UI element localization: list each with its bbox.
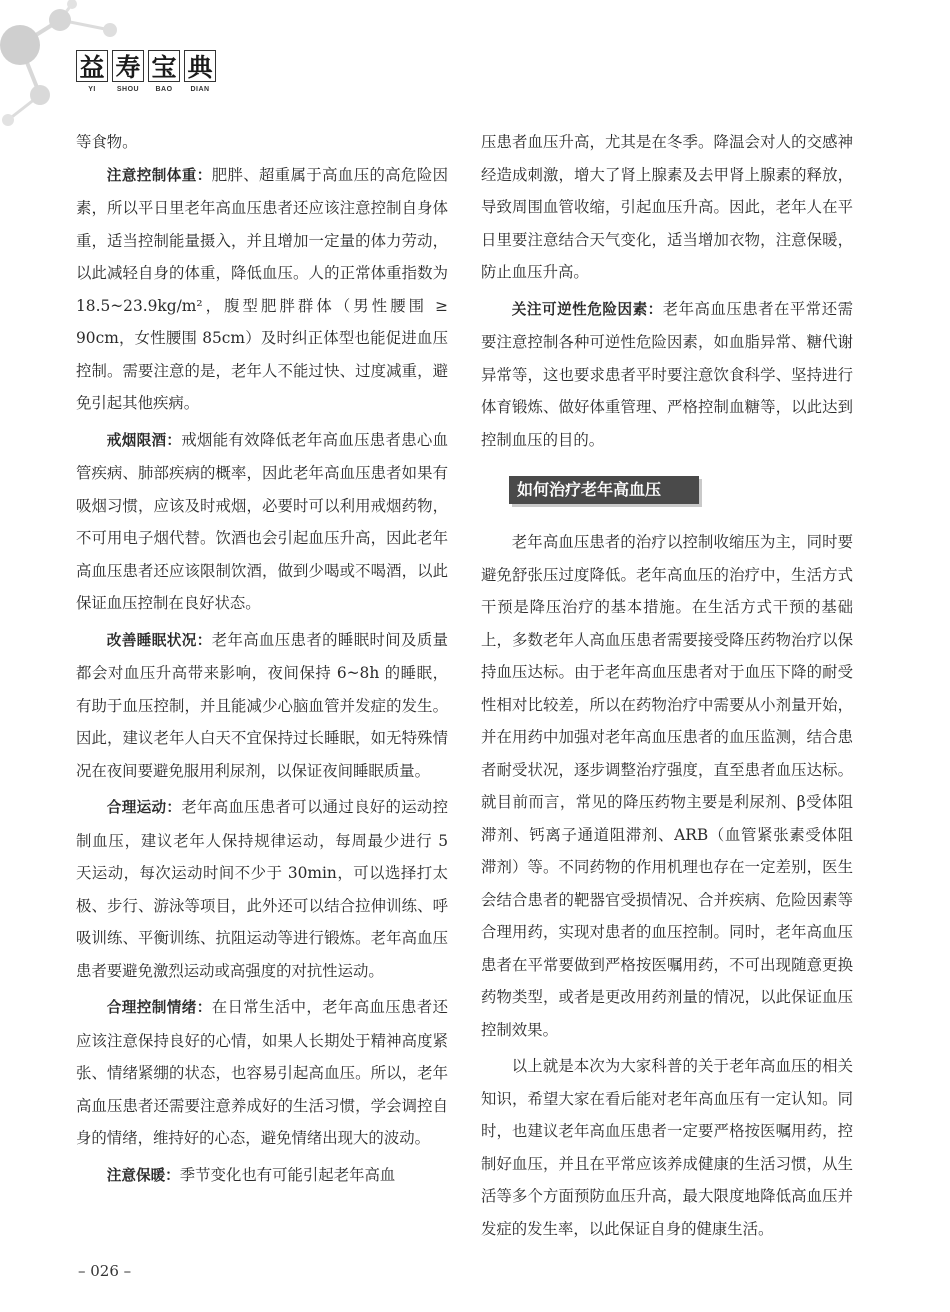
paragraph-lead: 关注可逆性危险因素： [511,300,663,318]
paragraph-text: 肥胖、超重属于高血压的高危险因素，所以平日里老年高血压患者还应该注意控制自身体重，适当控制能量摄入，并且增加一定量的体力劳动，以此减轻自身的体重，降低血压。人的正常体重指数为 18.5~23.9kg/m²，腹型肥胖群体（男性腰围 ≥ 90cm，女性腰围 85cm）及时纠正体型也能促进血压控制。需要注意的是，老年人不能过快、过度减重，避免引起其他疾病。 [76,165,448,412]
section-heading [509,476,853,510]
paragraph-lead: 注意保暖： [106,1166,180,1184]
paragraph-lead: 戒烟限酒： [106,431,182,449]
paragraph-lead: 改善睡眠状况： [106,631,212,649]
paragraph-text: 老年高血压患者可以通过良好的运动控制血压，建议老年人保持规律运动，每周最少进行 5 天运动，每次运动时间不少于 30min，可以选择打太极、步行、游泳等项目，此外还可以结合拉伸训练、呼吸训练、平衡训练、抗阻运动等进行锻炼。老年高血压患者要避免激烈运动或高强度的对抗性运动。 [76,798,448,980]
brand-title [76,50,216,82]
brand-char: 典 [184,50,216,82]
magazine-brand [76,50,216,93]
paragraph-keep-warm [76,1159,448,1193]
paragraph-text: 老年高血压患者的睡眠时间及质量都会对血压升高带来影响，夜间保持 6~8h 的睡眠，有助于血压控制，并且能减少心脑血管并发症的发生。因此，建议老年人白天不宜保持过长睡眠，如无特殊情况在夜间要避免服用利尿剂，以保证夜间睡眠质量。 [76,630,448,780]
paragraph-lead: 合理运动： [106,799,182,816]
paragraph: 等食物。 [76,133,138,151]
paragraph-exercise [76,791,448,987]
page-number: – 026 – [78,1262,132,1280]
paragraph-summary: 以上就是本次为大家科普的关于老年高血压的相关知识，希望大家在看后能对老年高血压有一定认知。同时，也建议老年高血压患者一定要严格按医嘱用药，控制好血压，并且在平常应该养成健康的生活习惯，从生活等多个方面预防血压升高，最大限度地降低高血压并发症的发生率，以此保证自身的健康生活。 [481,1057,853,1238]
paragraph-emotion [76,991,448,1155]
paragraph-lead: 注意控制体重： [106,166,212,184]
paragraph-text: 老年高血压患者在平常还需要注意控制各种可逆性危险因素，如血脂异常、糖代谢异常等，这也要求患者平时要注意饮食科学、坚持进行体育锻炼、做好体重管理、严格控制血糖等，以此达到控制血压的目的。 [481,299,853,449]
right-column [481,126,853,1245]
brand-pinyin-syllable: YI [88,86,96,93]
brand-pinyin-syllable: DIAN [190,86,210,93]
brand-pinyin-syllable: BAO [155,86,173,93]
paragraph-treatment: 老年高血压患者的治疗以控制收缩压为主，同时要避免舒张压过度降低。老年高血压的治疗中，生活方式干预是降压治疗的基本措施。在生活方式干预的基础上，多数老年人高血压患者需要接受降压药物治疗以保持血压达标。由于老年高血压患者对于血压下降的耐受性相对比较差，所以在药物治疗中需要从小剂量开始，并在用药中加强对老年高血压患者的血压监测，结合患者耐受状况，逐步调整治疗强度，直至患者血压达标。就目前而言，常见的降压药物主要是利尿剂、β受体阻滞剂、钙离子通道阻滞剂、ARB（血管紧张素受体阻滞剂）等。不同药物的作用机理也存在一定差别，医生会结合患者的靶器官受损情况、合并疾病、危险因素等合理用药，实现对患者的血压控制。同时，老年高血压患者在平常要做到严格按医嘱用药，不可出现随意更换药物类型，或者是更改用药剂量的情况，以此保证血压控制效果。 [481,533,853,1039]
brand-char: 寿 [112,50,144,82]
brand-char: 益 [76,50,108,82]
paragraph-smoking-drinking [76,424,448,620]
left-column [76,126,448,1192]
paragraph-risk-factors [481,293,853,457]
paragraph: 压患者血压升高，尤其是在冬季。降温会对人的交感神经造成刺激，增大了肾上腺素及去甲肾上腺素的释放，导致周围血管收缩，引起血压升高。因此，老年人在平日里要注意结合天气变化，适当增加衣物，注意保暖，防止血压升高。 [481,133,853,281]
paragraph-weight-control [76,159,448,420]
paragraph-text: 在日常生活中，老年高血压患者还应该注意保持良好的心情，如果人长期处于精神高度紧张、情绪紧绷的状态，也容易引起高血压。所以，老年高血压患者还需要注意养成好的生活习惯，学会调控自身的情绪，维持好的心态，避免情绪出现大的波动。 [76,998,448,1147]
brand-pinyin-syllable: SHOU [116,86,140,93]
paragraph-text: 季节变化也有可能引起老年高血 [179,1165,396,1184]
brand-pinyin [76,86,216,93]
section-heading-text: 如何治疗老年高血压 [517,480,662,499]
paragraph-text: 戒烟能有效降低老年高血压患者患心血管疾病、肺部疾病的概率，因此老年高血压患者如果有吸烟习惯，应该及时戒烟，必要时可以利用戒烟药物，不可用电子烟代替。饮酒也会引起血压升高，因此老年高血压患者还应该限制饮酒，做到少喝或不喝酒，以此保证血压控制在良好状态。 [76,430,448,612]
paragraph-lead: 合理控制情绪： [106,999,212,1016]
brand-char: 宝 [148,50,180,82]
paragraph-sleep [76,624,448,788]
